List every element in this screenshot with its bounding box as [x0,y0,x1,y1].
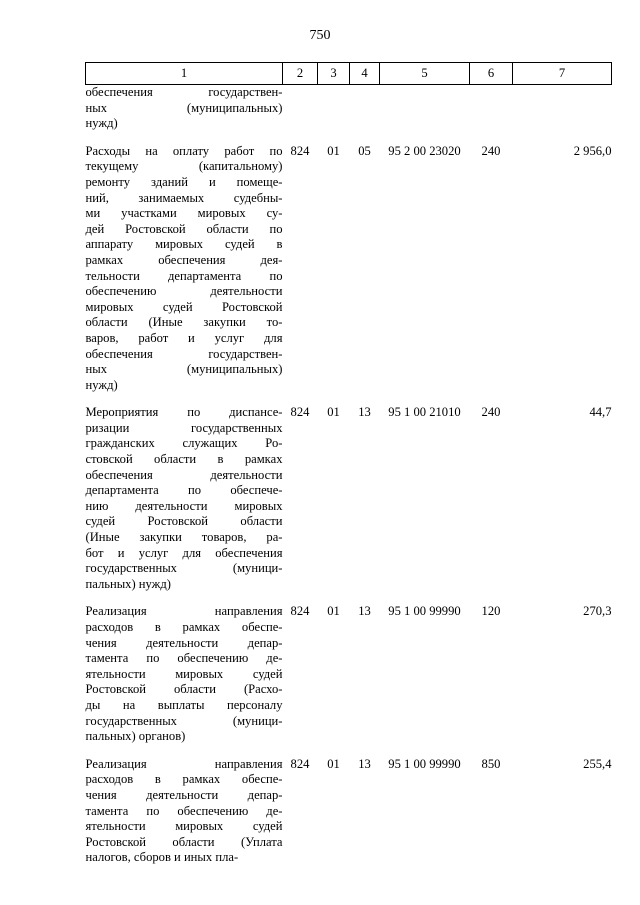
section-code-cell: 01 [327,756,340,771]
section-code-cell: 01 [327,405,340,420]
table-row [86,405,612,592]
row-spacer-cell [86,393,612,405]
header-row [86,63,612,85]
description-line: Мероприятия по диспансе- [85,405,283,420]
column-header: 5 [380,63,470,85]
description-line: области (Иные закупки то- [85,315,283,330]
column-header: 1 [86,63,283,85]
description-line: нию деятельности мировых [85,498,283,513]
table-row [86,604,612,744]
amount-cell: 2 956,0 [573,143,612,158]
description-cell [86,85,283,132]
description-line: обеспечения государствен- [85,346,283,361]
description-line: ризации государственных [85,420,283,435]
description-line: пальных) нужд) [85,576,171,591]
description-cell [86,405,283,592]
subsection-code-cell: 13 [358,604,371,619]
column-header: 3 [318,63,350,85]
expense-type-cell: 240 [481,405,501,420]
description-line: Расходы на оплату работ по [85,143,283,158]
description-line: обеспечения деятельности [85,467,283,482]
description-line: судей Ростовской области [85,514,283,529]
description-line: аппарату мировых судей в [85,237,283,252]
description-line: налогов, сборов и иных пла- [85,850,239,865]
row-spacer-cell [86,745,612,757]
target-article-cell: 95 1 00 99990 [388,604,461,619]
subsection-code-cell: 13 [358,756,371,771]
admin-code-cell: 824 [290,405,310,420]
row-spacer [86,592,612,604]
expense-type-cell: 120 [481,604,501,619]
expense-type-cell: 240 [481,143,501,158]
budget-table [85,62,612,866]
description-line: бот и услуг для обеспечения [85,545,283,560]
table-row [86,757,612,866]
description-line: Реализация направления [85,604,283,619]
description-line: пальных) органов) [85,729,186,744]
description-line: ятельности мировых судей [85,666,283,681]
description-line: Ростовской области (Расхо- [85,682,283,697]
description-line: тамента по обеспечению де- [85,651,283,666]
description-line: обеспечения государствен- [85,85,283,99]
description-line: обеспечению деятельности [85,284,283,299]
description-line: ды на выплаты персоналу [85,697,283,712]
admin-code-cell: 824 [290,604,310,619]
description-line: стовской области в рамках [85,452,283,467]
description-line: дей Ростовской области по [85,221,283,236]
description-line: ятельности мировых судей [85,819,283,834]
description-line: ний, занимаемых судебны- [85,190,283,205]
description-line: текущему (капитальному) [85,159,283,174]
section-code-cell [318,85,350,132]
admin-code-cell: 824 [290,756,310,771]
description-line: расходов в рамках обеспе- [85,772,283,787]
description-line: ных (муниципальных) [85,100,283,115]
row-spacer [86,745,612,757]
amount-cell: 44,7 [589,405,612,420]
description-line: нужд) [85,377,118,392]
column-header: 6 [470,63,513,85]
description-line: государственных (муници- [85,561,283,576]
description-cell [86,144,283,394]
subsection-code-cell: 05 [358,143,371,158]
description-line: гражданских служащих Ро- [85,436,283,451]
description-cell [86,757,283,866]
amount-cell [513,85,612,132]
description-cell [86,604,283,744]
expense-type-cell: 850 [481,756,501,771]
row-spacer [86,132,612,144]
description-line: рамках обеспечения дея- [85,252,283,267]
description-line: государственных (муници- [85,713,283,728]
expense-type-cell [470,85,513,132]
amount-cell: 255,4 [583,756,612,771]
admin-code-cell [283,85,318,132]
section-code-cell: 01 [327,143,340,158]
description-line: Ростовской области (Уплата [85,834,283,849]
column-header: 7 [513,63,612,85]
table-row [86,144,612,394]
description-line: ных (муниципальных) [85,362,283,377]
row-spacer-cell [86,132,612,144]
column-header: 4 [350,63,380,85]
description-line: расходов в рамках обеспе- [85,620,283,634]
description-line: нужд) [85,116,118,131]
description-line: тамента по обеспечению де- [85,803,283,818]
target-article-cell: 95 1 00 21010 [388,405,461,420]
target-article-cell [380,85,470,132]
row-spacer [86,393,612,405]
description-line: чения деятельности депар- [85,635,283,650]
description-line: (Иные закупки товаров, ра- [85,530,283,545]
description-line: ми участками мировых су- [85,206,283,221]
subsection-code-cell: 13 [358,405,371,420]
subsection-code-cell [350,85,380,132]
target-article-cell: 95 2 00 23020 [388,143,461,158]
amount-cell: 270,3 [583,604,612,619]
description-line: мировых судей Ростовской [85,299,283,314]
section-code-cell: 01 [327,604,340,619]
description-line: ремонту зданий и помеще- [85,174,283,189]
description-line: чения деятельности депар- [85,787,283,802]
description-line: тельности департамента по [85,268,283,283]
column-header: 2 [283,63,318,85]
page-number: 750 [309,28,331,43]
description-line: департамента по обеспече- [85,483,283,498]
admin-code-cell: 824 [290,143,310,158]
row-spacer-cell [86,592,612,604]
description-line: варов, работ и услуг для [85,330,283,345]
table-row [86,85,612,132]
description-line: Реализация направления [85,756,283,771]
target-article-cell: 95 1 00 99990 [388,756,461,771]
